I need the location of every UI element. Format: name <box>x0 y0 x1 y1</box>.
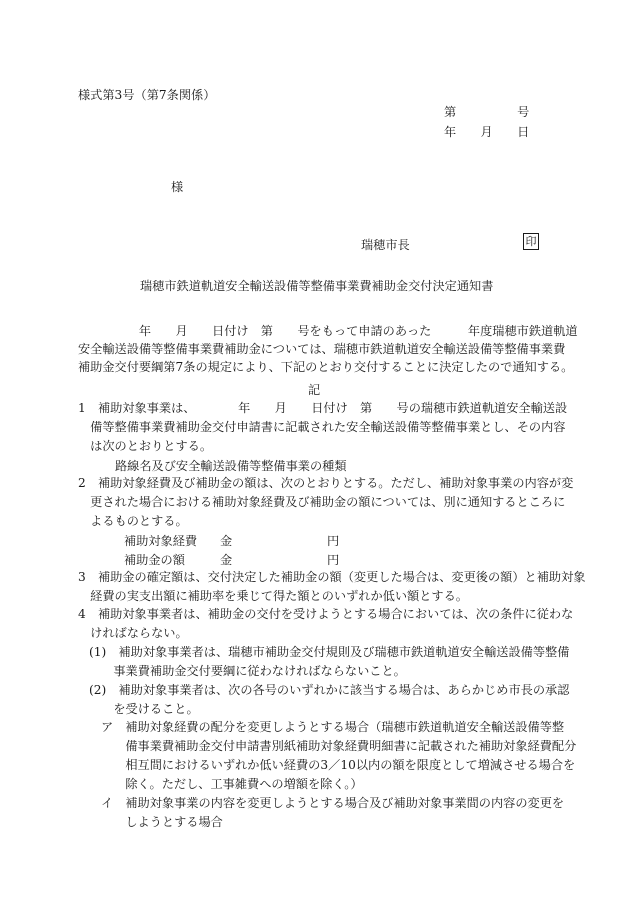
condition-b <box>101 796 621 836</box>
intro-paragraph <box>78 324 618 384</box>
item-2-line: よるものとする。 <box>78 514 188 528</box>
seal-stamp <box>523 233 539 250</box>
item-3 <box>78 570 618 610</box>
route-and-project-type: 路線名及び安全輸送設備等整備事業の種類 <box>115 459 347 473</box>
condition-1 <box>89 645 619 685</box>
condition-1-line: 事業費補助金交付要綱に従わなければならないこと。 <box>89 664 406 678</box>
ki-heading: 記 <box>308 383 321 397</box>
condition-a-line: ア 補助対象経費の配分を変更しようとする場合（瑞穂市鉄道軌道安全輸送設備等整 <box>101 720 565 734</box>
issuer: 瑞穂市長 <box>361 238 410 252</box>
intro-line: 安全輸送設備等整備事業費補助金については、瑞穂市鉄道軌道安全輸送設備等整備事業費 <box>78 342 566 356</box>
subsidy-amount-prefix: 金 <box>220 553 233 567</box>
item-4 <box>78 607 618 647</box>
item-3-line: 3 補助金の確定額は、交付決定した補助金の額（変更した場合は、変更後の額）と補助対象 <box>78 570 586 584</box>
condition-2-line: (2) 補助対象事業者は、次の各号のいずれかに該当する場合は、あらかじめ市長の承認 <box>89 683 570 697</box>
item-3-line: 経費の実支出額に補助率を乗じて得た額とのいずれか低い額とする。 <box>78 589 468 603</box>
condition-b-line: イ 補助対象事業の内容を変更しようとする場合及び補助対象事業間の内容の変更を <box>101 796 565 810</box>
form-number: 様式第3号（第7条関係） <box>78 88 216 102</box>
addressee: 様 <box>171 180 184 194</box>
subsidy-target-cost-unit: 円 <box>327 534 340 548</box>
document-title: 瑞穂市鉄道軌道安全輸送設備等整備事業費補助金交付決定通知書 <box>140 279 494 293</box>
item-4-line: 4 補助対象事業者は、補助金の交付を受けようとする場合においては、次の条件に従わな <box>78 607 574 621</box>
document-number: 第 号 <box>444 105 530 119</box>
subsidy-target-cost-prefix: 金 <box>220 534 233 548</box>
condition-b-line: しようとする場合 <box>101 815 223 829</box>
item-2-line: 更された場合における補助対象経費及び補助金の額については、別に通知するところに <box>78 495 566 509</box>
condition-1-line: (1) 補助対象事業者は、瑞穂市補助金交付規則及び瑞穂市鉄道軌道安全輸送設備等整備 <box>89 645 570 659</box>
subsidy-amount-unit: 円 <box>327 553 340 567</box>
condition-a-line: 相互間におけるいずれか低い経費の3／10以内の額を限度として増減させる場合を <box>101 758 576 772</box>
seal-mark: 印 <box>523 233 539 250</box>
condition-a-line: 除く。ただし、工事雑費への増額を除く。） <box>101 777 363 791</box>
item-2 <box>78 476 618 536</box>
intro-line: 年 月 日付け 第 号をもって申請のあった 年度瑞穂市鉄道軌道 <box>78 324 578 338</box>
condition-2 <box>89 683 619 723</box>
item-1 <box>78 401 618 461</box>
condition-a-line: 備事業費補助金交付申請書別紙補助対象経費明細書に記載された補助対象経費配分 <box>101 739 577 753</box>
item-1-line: 1 補助対象事業は、 年 月 日付け 第 号の瑞穂市鉄道軌道安全輸送設 <box>78 401 568 415</box>
subsidy-target-cost-label: 補助対象経費 <box>124 534 198 548</box>
item-1-line: は次のとおりとする。 <box>78 439 213 453</box>
condition-2-line: を受けること。 <box>89 702 199 716</box>
item-1-line: 備等整備事業費補助金交付申請書に記載された安全輸送設備等整備事業とし、その内容 <box>78 420 566 434</box>
condition-a <box>101 720 621 800</box>
intro-line: 補助金交付要綱第7条の規定により、下記のとおり交付することに決定したので通知する。 <box>78 360 574 374</box>
item-2-line: 2 補助対象経費及び補助金の額は、次のとおりとする。ただし、補助対象事業の内容が変 <box>78 476 574 490</box>
item-4-line: ければならない。 <box>78 626 188 640</box>
subsidy-amount-label: 補助金の額 <box>124 553 185 567</box>
issue-date: 年 月 日 <box>444 125 530 139</box>
